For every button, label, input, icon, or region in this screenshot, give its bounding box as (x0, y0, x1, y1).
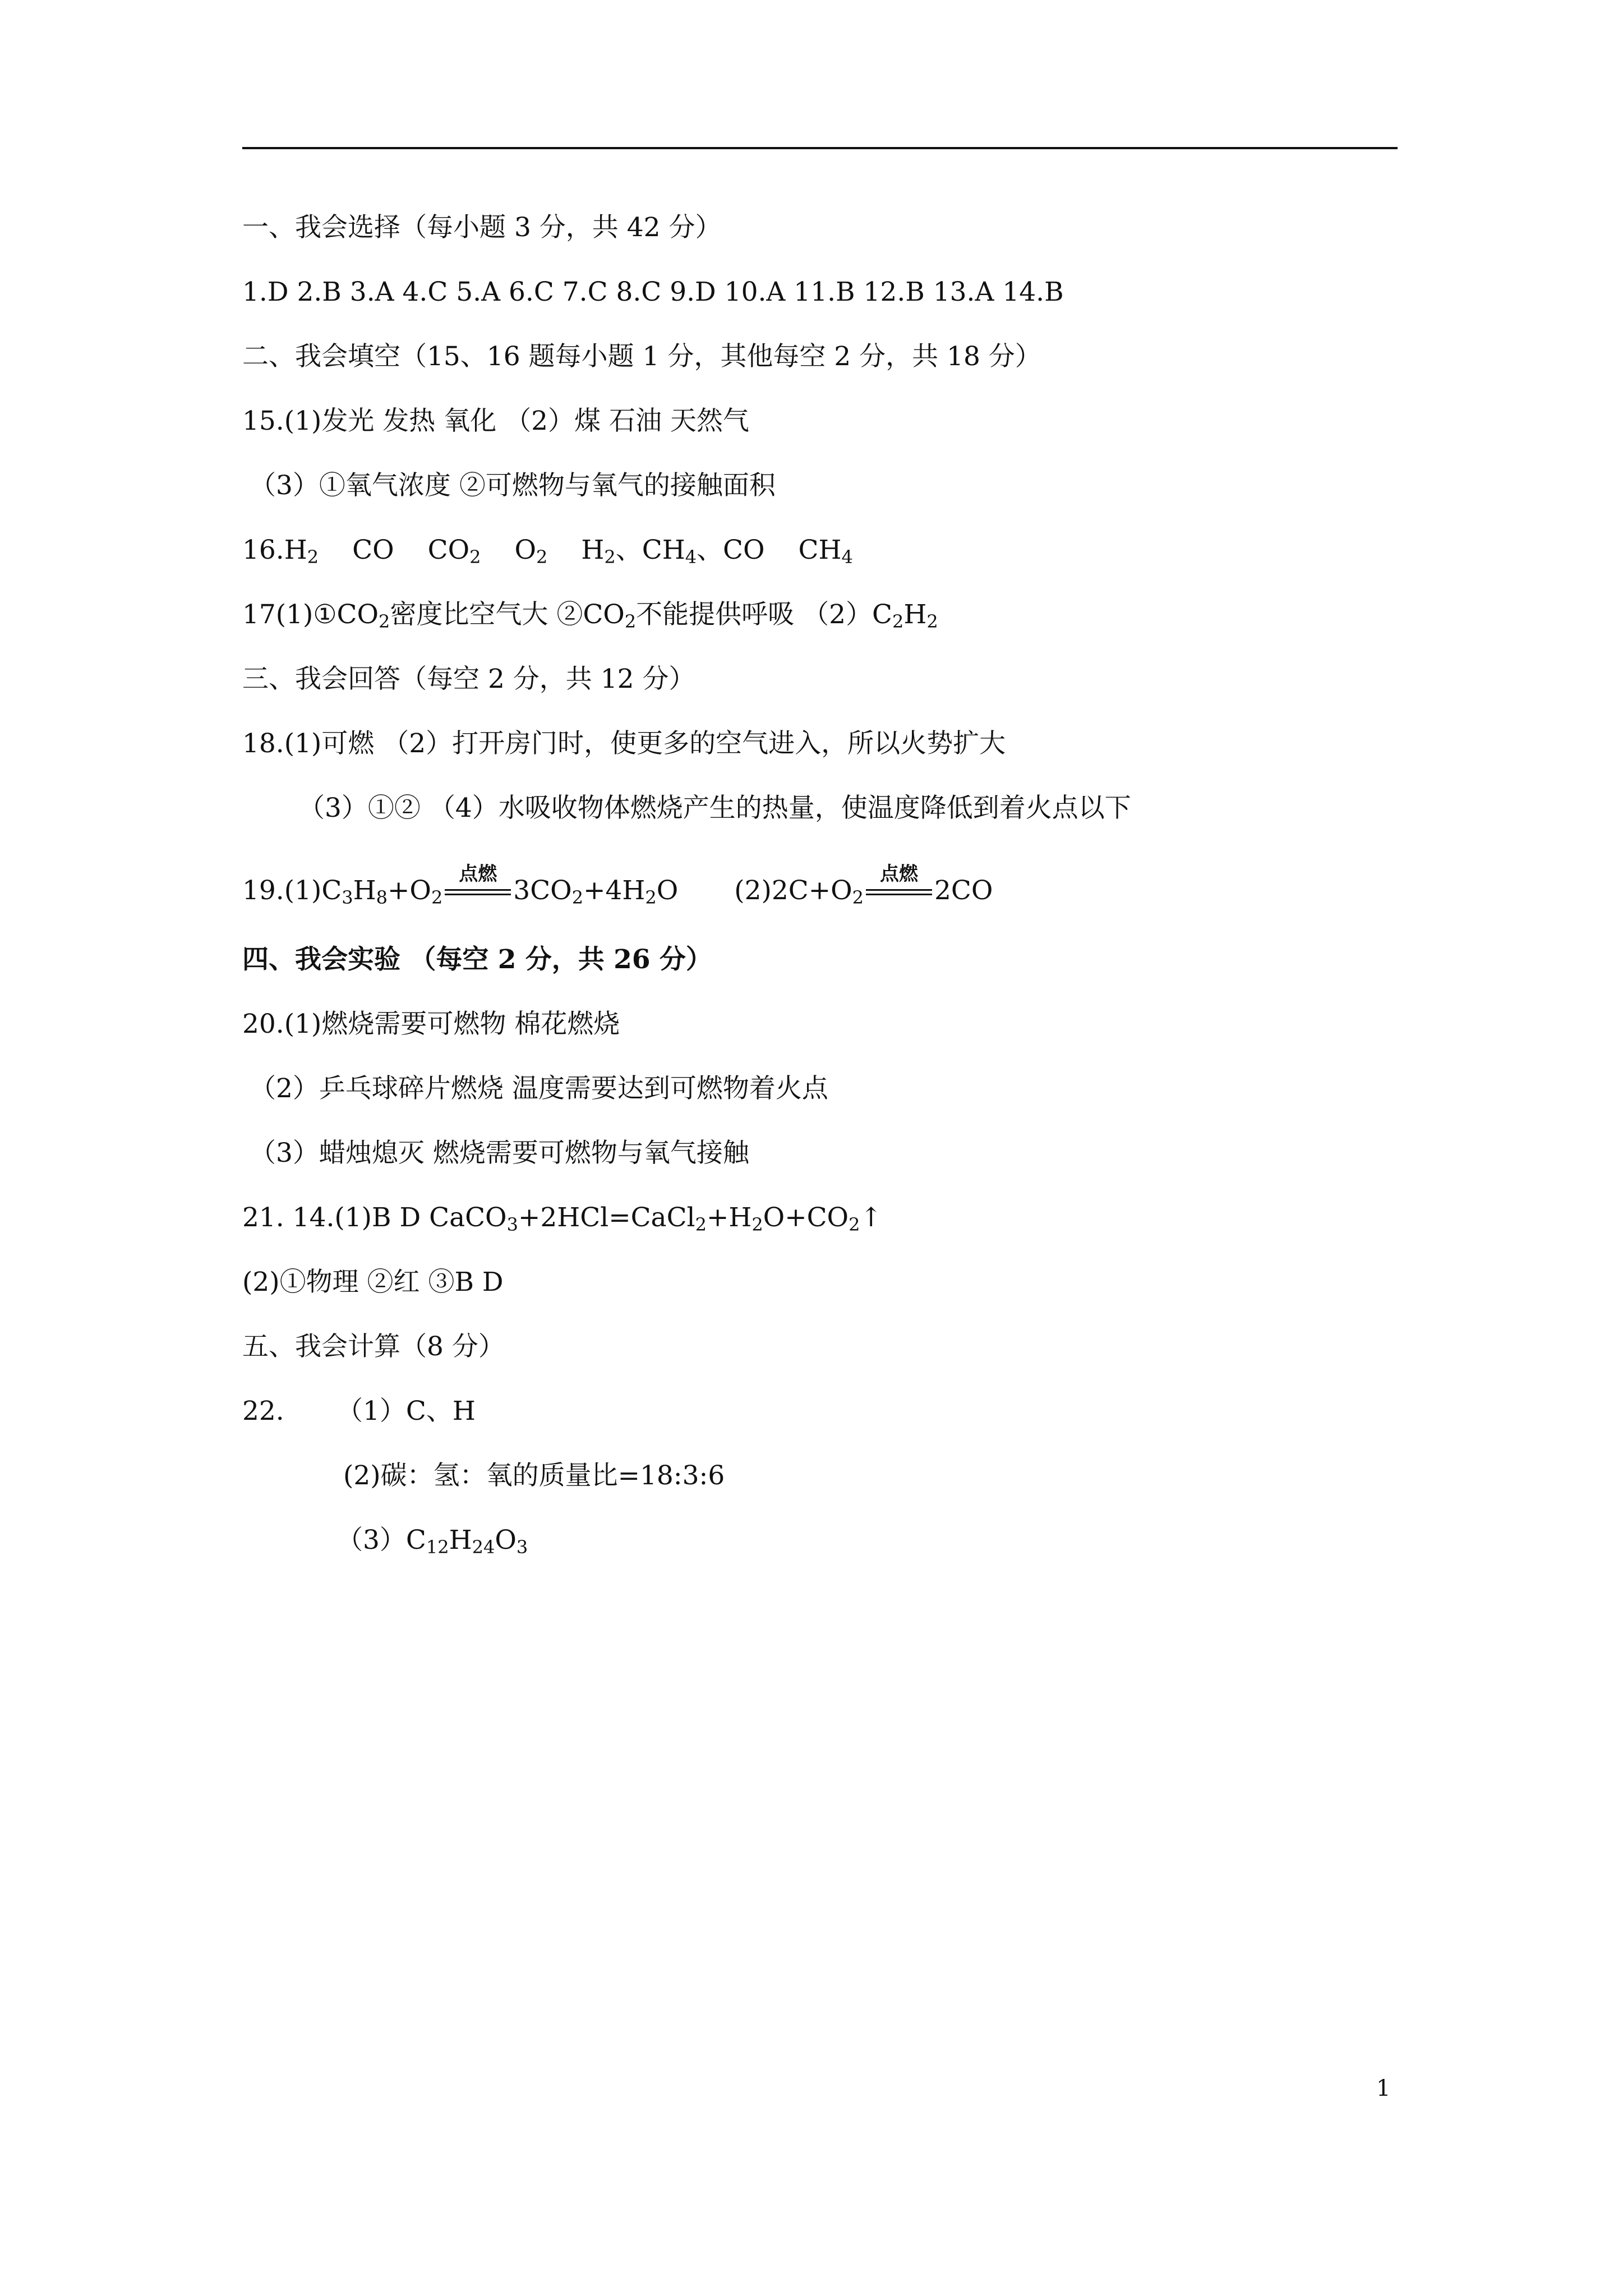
section-4-title: 四、我会实验 （每空 2 分，共 26 分） (242, 944, 712, 975)
gas-arrow-icon: ↑ (860, 1202, 882, 1233)
answer-20-line-3: （3）蜡烛熄灭 燃烧需要可燃物与氧气接触 (250, 1138, 749, 1168)
section-5-title: 五、我会计算（8 分） (242, 1331, 505, 1362)
section-1-title: 一、我会选择（每小题 3 分，共 42 分） (242, 212, 722, 243)
answer-22-line-1: （1）C、H (336, 1396, 476, 1427)
answer-22-line-3: $(3)C_{12}H_{24}O_3$ (336, 1525, 528, 1558)
formula-h2: $H_2$ (284, 535, 319, 568)
answers-1-14: 1.D 2.B 3.A 4.C 5.A 6.C 7.C 8.C 9.D 10.A 11.B 12.B 13.A 14.B (242, 277, 1064, 307)
answer-20-line-2: （2）乒乓球碎片燃烧 温度需要达到可燃物着火点 (250, 1073, 828, 1104)
formula-co: CO (352, 535, 394, 565)
reaction-condition-2: 点燃 (866, 881, 932, 904)
answer-21-line-2: (2)①物理 ②红 ③B D (242, 1267, 504, 1297)
answer-21-line-1: 21. 14.(1)B D $CaCO_3+2HCl=CaCl_2+H_2O+CO_2↑$ (242, 1202, 882, 1235)
header-rule (242, 147, 1398, 149)
answer-18-line-2: （3）①② （4）水吸收物体燃烧产生的热量，使温度降低到着火点以下 (298, 793, 1131, 823)
answer-15-line-1: 15.(1)发光 发热 氧化 （2）煤 石油 天然气 (242, 406, 749, 436)
section-2-title: 二、我会填空（15、16 题每小题 1 分，其他每空 2 分，共 18 分） (242, 341, 1041, 372)
answer-19 (242, 863, 993, 908)
formula-mixture: $H_2$、$CH_4$、CO (581, 535, 765, 568)
answer-22-line-2: (2)碳：氢：氧的质量比=18:3:6 (343, 1460, 725, 1491)
answer-15-line-2: （3）①氧气浓度 ②可燃物与氧气的接触面积 (250, 470, 776, 501)
formula-ch4: $CH_4$ (798, 535, 853, 568)
page-number: 1 (1376, 2076, 1391, 2101)
reaction-condition-1: 点燃 (445, 881, 511, 904)
answer-16-number: 16. (242, 535, 284, 565)
formula-o2: $O_2$ (514, 535, 548, 568)
answer-22-number: 22. (242, 1396, 284, 1427)
answer-16 (242, 535, 853, 568)
formula-co2: $CO_2$ (427, 535, 481, 568)
answer-18-line-1: 18.(1)可燃 （2）打开房门时，使更多的空气进入，所以火势扩大 (242, 728, 1006, 759)
equation-propane: $19.(1)C_3H_8+O_2$ 点燃 $3CO_2+4H_2O$ (242, 863, 679, 908)
answer-20-line-1: 20.(1)燃烧需要可燃物 棉花燃烧 (242, 1009, 620, 1039)
section-3-title: 三、我会回答（每空 2 分，共 12 分） (242, 664, 695, 694)
answer-17: $17(1)①CO_2$密度比空气大 $②CO_2$不能提供呼吸 $(2)C_2H_2$ (242, 599, 938, 632)
equation-carbon: $(2)2C+O_2$ 点燃 2CO (734, 863, 993, 908)
